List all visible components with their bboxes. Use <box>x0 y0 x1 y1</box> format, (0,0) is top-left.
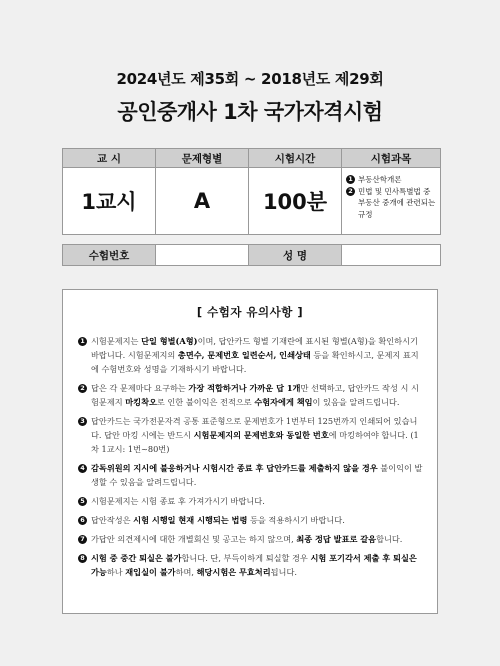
number-badge-icon: 6 <box>78 516 87 525</box>
exam-id-label: 수험번호 <box>63 245 156 266</box>
header-time: 시험시간 <box>249 149 342 168</box>
notice-text: 답은 각 문제마다 요구하는 가장 적합하거나 가까운 답 1개만 선택하고, 답안카드 작성 시 시험문제지 마킹착오로 인한 불이익은 전적으로 수험자에게 책임이 있음을 알려드립니다. <box>91 383 419 407</box>
table-spacer <box>63 235 441 245</box>
number-badge-icon: 7 <box>78 535 87 544</box>
exam-info-table <box>62 148 441 266</box>
notice-text: 시험 중 중간 퇴실은 불가합니다. 단, 부득이하게 퇴실할 경우 시험 포기각서 제출 후 퇴실은 가능하나 재입실이 불가하며, 해당시험은 무효처리됩니다. <box>91 553 417 577</box>
number-badge-icon: 3 <box>78 417 87 426</box>
notice-item <box>78 414 425 456</box>
number-badge-icon: 2 <box>346 187 355 196</box>
notice-item <box>78 513 425 527</box>
subject-text: 민법 및 민사특별법 중 부동산 중개에 관련되는 규정 <box>358 186 436 219</box>
header-subjects: 시험과목 <box>342 149 441 168</box>
number-badge-icon: 4 <box>78 464 87 473</box>
subjects-cell <box>342 168 441 235</box>
header-period: 교 시 <box>63 149 156 168</box>
notice-item <box>78 334 425 376</box>
time-value: 100분 <box>249 168 342 235</box>
notice-item <box>78 381 425 409</box>
notice-text: 가답안 의견제시에 대한 개별회신 및 공고는 하지 않으며, 최종 정답 발표로 갈음합니다. <box>91 534 403 544</box>
notice-title: [ 수험자 유의사항 ] <box>196 305 304 319</box>
notice-text: 감독위원의 지시에 불응하거나 시험시간 종료 후 답안카드를 제출하지 않을 경우 불이익이 발생할 수 있음을 알려드립니다. <box>91 463 423 487</box>
exam-id-field[interactable] <box>156 245 249 266</box>
number-badge-icon: 1 <box>346 175 355 184</box>
notice-list <box>78 334 425 584</box>
number-badge-icon: 5 <box>78 497 87 506</box>
type-value: A <box>156 168 249 235</box>
exam-title: 공인중개사 1차 국가자격시험 <box>117 100 383 124</box>
notice-item <box>78 494 425 508</box>
number-badge-icon: 1 <box>78 337 87 346</box>
subject-item <box>346 186 437 221</box>
subject-item <box>346 174 437 186</box>
notice-item <box>78 532 425 546</box>
name-field[interactable] <box>342 245 441 266</box>
header-type: 문제형별 <box>156 149 249 168</box>
period-value: 1교시 <box>63 168 156 235</box>
number-badge-icon: 8 <box>78 554 87 563</box>
exam-year-range: 2024년도 제35회 ~ 2018년도 제29회 <box>116 70 384 88</box>
notice-item <box>78 551 425 579</box>
name-label: 성 명 <box>249 245 342 266</box>
notice-text: 시험문제지는 단일 형별(A형)이며, 답안카드 형별 기재란에 표시된 형별(A형)을 확인하시기 바랍니다. 시험문제지의 총면수, 문제번호 일련순서, 인쇄상태 등을 확인하시고, 문제지 표지에 수험번호와 성명을 기재하시기 바랍니다. <box>91 336 419 374</box>
notice-text: 답안작성은 시험 시행일 현재 시행되는 법령 등을 적용하시기 바랍니다. <box>91 515 345 525</box>
subject-text: 부동산학개론 <box>358 175 402 184</box>
notice-text: 답안카드는 국가전문자격 공통 표준형으로 문제번호가 1번부터 125번까지 인쇄되어 있습니다. 답안 마킹 시에는 반드시 시험문제지의 문제번호와 동일한 번호에 마킹하여야 합니다. (1차 1교시: 1번~80번) <box>91 416 419 454</box>
notice-text: 시험문제지는 시험 종료 후 가져가시기 바랍니다. <box>91 496 265 506</box>
number-badge-icon: 2 <box>78 384 87 393</box>
notice-item <box>78 461 425 489</box>
notice-box <box>62 289 438 614</box>
